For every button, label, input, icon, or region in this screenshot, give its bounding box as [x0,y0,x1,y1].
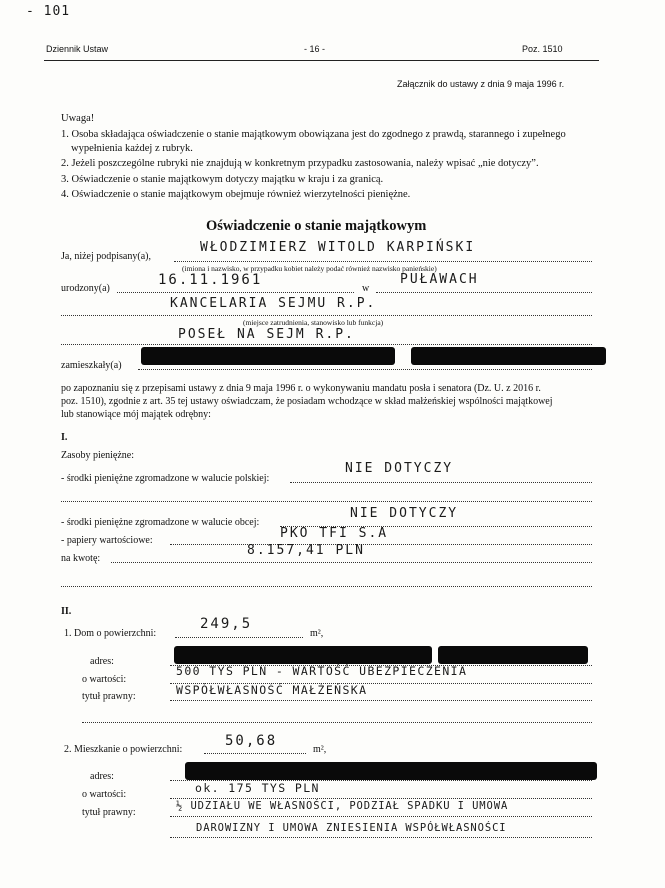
corner-page-mark: - 101 [26,4,71,19]
birth-date-line [117,292,354,293]
flat-area-line [204,753,306,754]
house-title-handwritten: WSPÓŁWŁASNOŚĆ MAŁŻEŃSKA [176,683,368,697]
header-rule [44,60,599,61]
declaration-line-1: po zapoznaniu się z przepisami ustawy z dnia 9 maja 1996 r. o wykonywaniu mandatu posła i senatora (Dz. U. z 2016 r. [61,383,541,394]
header-page-number: - 16 - [304,44,326,54]
amount-line-2 [61,586,592,587]
name-line [174,261,592,262]
birth-place-handwritten: PUŁAWACH [400,272,479,287]
employer-handwritten: KANCELARIA SEJMU R.P. [170,296,377,311]
flat-area-handwritten: 50,68 [225,733,278,749]
note-3: 3. Oświadczenie o stanie majątkowym dotyczy majątku w kraju i za granicą. [61,174,384,185]
declaration-line-3: lub stanowiące mój majątek odrębny: [61,409,211,420]
house-title-line [170,700,592,701]
amount-handwritten: 8.157,41 PLN [247,543,365,558]
annex-note: Załącznik do ustawy z dnia 9 maja 1996 r. [397,79,565,89]
note-1-cont: wypełnienia każdej z rubryk. [71,143,193,154]
section-2-heading: II. [61,606,72,617]
position-handwritten: POSEŁ NA SEJM R.P. [178,327,355,342]
born-label: urodzony(a) [61,283,110,294]
born-in-label: w [362,283,370,294]
flat-area-unit: m², [313,744,327,755]
flat-title-handwritten-1: ½ UDZIAŁU WE WŁASNOŚCI, PODZIAŁ SPADKU I UMOWA [176,800,509,812]
employer-caption: (miejsce zatrudnienia, stanowisko lub funkcja) [243,318,384,327]
house-value-handwritten: 500 TYS PLN - WARTOŚĆ UBEZPIECZENIA [176,664,468,678]
form-title: Oświadczenie o stanie majątkowym [206,218,427,234]
residence-redaction-1 [141,347,395,365]
house-address-redaction-2 [438,646,588,664]
amount-line [111,562,592,563]
section-1-heading: I. [61,432,68,443]
birth-date-handwritten: 16.11.1961 [158,272,263,288]
position-line [61,344,592,345]
flat-title-line-2 [170,837,592,838]
header-journal: Dziennik Ustaw [46,44,109,54]
securities-line [170,544,592,545]
note-1: 1. Osoba składająca oświadczenie o stanie majątkowym obowiązana jest do zgodnego z prawdą, starannego i zupełnego [61,129,566,140]
employer-line [61,315,592,316]
declaration-line-2: poz. 1510), zgodnie z art. 35 tej ustawy oświadczam, że posiadam wchodzące w skład małżeńskiej wspólności majątkowej [61,396,553,407]
securities-label: - papiery wartościowe: [61,535,153,546]
house-title-label: tytuł prawny: [82,691,136,702]
amount-label: na kwotę: [61,553,101,564]
house-title-line-2 [82,722,592,723]
section-1-subheading: Zasoby pieniężne: [61,450,135,461]
cash-pln-line-2 [61,501,592,502]
flat-title-label: tytuł prawny: [82,807,136,818]
name-handwritten: WŁODZIMIERZ WITOLD KARPIŃSKI [200,240,476,255]
residence-line [138,369,592,370]
house-value-label: o wartości: [82,674,127,685]
flat-title-line [170,816,592,817]
note-2: 2. Jeżeli poszczególne rubryki nie znajdują w konkretnym przypadku zastosowania, należy wpisać „nie dotyczy”. [61,158,539,169]
cash-foreign-label: - środki pieniężne zgromadzone w walucie obcej: [61,517,260,528]
flat-address-label: adres: [90,771,114,782]
house-area-unit: m², [310,628,324,639]
flat-title-handwritten-2: DAROWIZNY I UMOWA ZNIESIENIA WSPÓŁWŁASNOŚCI [196,822,507,834]
header-position: Poz. 1510 [522,44,563,54]
cash-foreign-handwritten: NIE DOTYCZY [350,506,459,521]
cash-pln-label: - środki pieniężne zgromadzone w walucie polskiej: [61,473,270,484]
cash-pln-handwritten: NIE DOTYCZY [345,461,454,476]
flat-value-label: o wartości: [82,789,127,800]
house-address-label: adres: [90,656,114,667]
notes-title: Uwaga! [61,113,95,124]
name-caption: (imiona i nazwisko, w przypadku kobiet należy podać również nazwisko panieńskie) [182,264,437,273]
flat-label: 2. Mieszkanie o powierzchni: [64,744,183,755]
house-label: 1. Dom o powierzchni: [64,628,157,639]
flat-value-line [170,798,592,799]
house-area-handwritten: 249,5 [200,616,253,632]
flat-address-redaction [185,762,597,780]
cash-pln-line [290,482,592,483]
note-4: 4. Oświadczenie o stanie majątkowym obejmuje również wierzytelności pieniężne. [61,189,411,200]
flat-value-handwritten: ok. 175 TYS PLN [195,781,320,795]
residence-redaction-2 [411,347,606,365]
house-address-redaction-1 [174,646,432,664]
securities-handwritten: PKO TFI S.A [280,526,389,541]
house-area-line [175,637,303,638]
residence-label: zamieszkały(a) [61,360,122,371]
birth-place-line [376,292,592,293]
name-label: Ja, niżej podpisany(a), [61,251,151,262]
